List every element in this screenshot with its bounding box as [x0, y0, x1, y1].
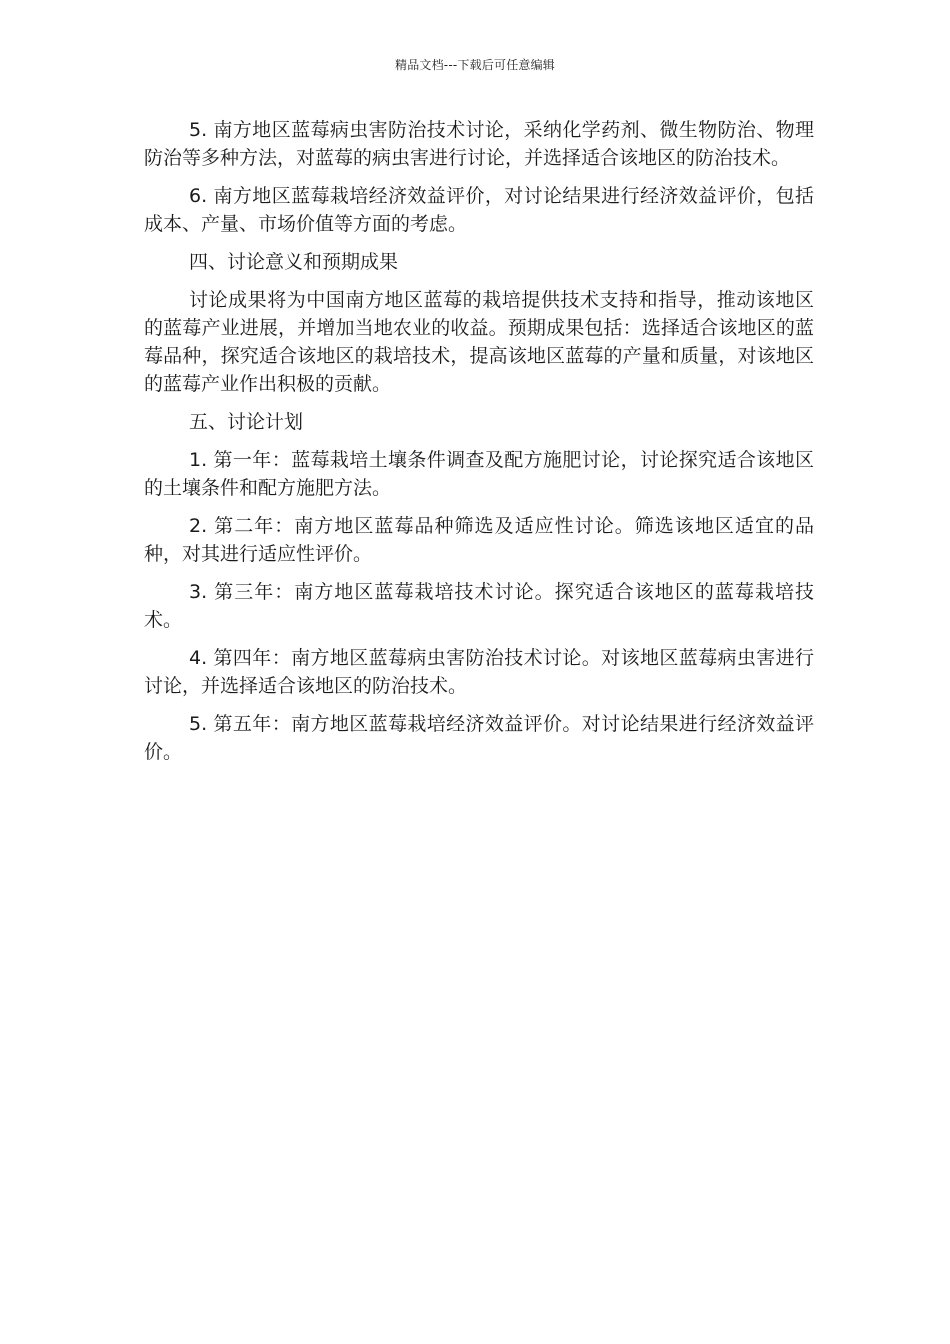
- plan-item-year-4: 4. 第四年：南方地区蓝莓病虫害防治技术讨论。对该地区蓝莓病虫害进行讨论，并选择适合该地区的防治技术。: [144, 647, 814, 697]
- plan-item-year-2: 2. 第二年：南方地区蓝莓品种筛选及适应性讨论。筛选该地区适宜的品种，对其进行适应性评价。: [144, 515, 814, 565]
- paragraph-significance: 讨论成果将为中国南方地区蓝莓的栽培提供技术支持和指导，推动该地区的蓝莓产业进展，并增加当地农业的收益。预期成果包括：选择适合该地区的蓝莓品种，探究适合该地区的栽培技术，提高该地区蓝莓的产量和质量，对该地区的蓝莓产业作出积极的贡献。: [144, 289, 814, 395]
- paragraph-item-5-pest-control: 5. 南方地区蓝莓病虫害防治技术讨论，采纳化学药剂、微生物防治、物理防治等多种方法，对蓝莓的病虫害进行讨论，并选择适合该地区的防治技术。: [144, 119, 814, 169]
- plan-item-year-1: 1. 第一年：蓝莓栽培土壤条件调查及配方施肥讨论，讨论探究适合该地区的土壤条件和配方施肥方法。: [144, 449, 814, 499]
- document-body: [144, 116, 814, 776]
- plan-item-year-5: 5. 第五年：南方地区蓝莓栽培经济效益评价。对讨论结果进行经济效益评价。: [144, 713, 814, 763]
- plan-item-year-3: 3. 第三年：南方地区蓝莓栽培技术讨论。探究适合该地区的蓝莓栽培技术。: [144, 581, 814, 631]
- page-header: 精品文档---下载后可任意编辑: [395, 58, 555, 72]
- section-heading-significance: 四、讨论意义和预期成果: [189, 251, 399, 273]
- section-heading-plan: 五、讨论计划: [189, 411, 304, 433]
- paragraph-item-6-economic-evaluation: 6. 南方地区蓝莓栽培经济效益评价，对讨论结果进行经济效益评价，包括成本、产量、市场价值等方面的考虑。: [144, 185, 814, 235]
